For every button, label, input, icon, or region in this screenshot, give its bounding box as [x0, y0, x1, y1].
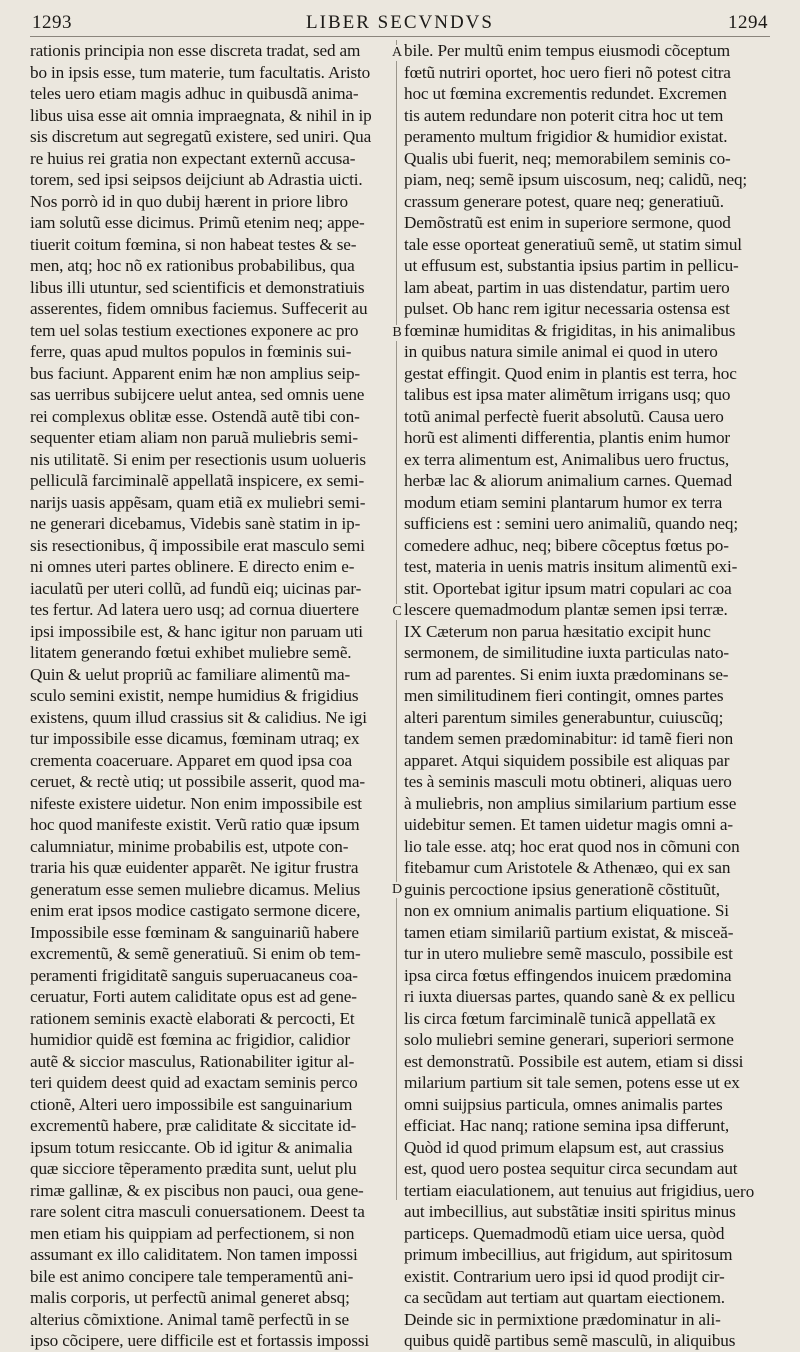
text-line: Deinde sic in permixtione prædominatur in ali-: [404, 1309, 721, 1329]
text-line: modum etiam semini plantarum humor ex terra: [404, 492, 723, 512]
text-line: ex terra alimentum est, Animalibus uero fructus,: [404, 449, 730, 469]
text-line: ipsa circa fœtus effingendos inuicem prædomina: [404, 965, 732, 985]
text-line: tertiam eiaculationem, aut tenuius aut frigidius,: [404, 1180, 722, 1200]
text-line: Nos porrò id in quo dubij hærent in priore libro: [30, 191, 348, 211]
text-line: primum imbecillius, aut frigidum, aut spiritosum: [404, 1245, 733, 1264]
text-line: efficiat. Hac nanq; ratione semina ipsa differunt,: [404, 1116, 729, 1135]
text-line: sufficiens est : semini uero animaliũ, quando neq;: [404, 514, 738, 533]
text-line: rare solent citra masculi conuersationem. Deest ta: [30, 1202, 365, 1221]
text-line: quibus quidẽ partibus semẽ masculũ, in aliquibus: [404, 1331, 736, 1350]
text-line: crementa coaceruare. Apparet em quod ipsa coa: [30, 750, 353, 770]
text-line: enim erat ipsos modice castigato sermone dicere,: [30, 901, 361, 920]
text-line: Quòd id quod primum elapsum est, aut crassius: [404, 1137, 724, 1157]
text-line: teles uero etiam magis adhuc in quibusdã anima-: [30, 84, 359, 103]
text-line: ctionẽ, Alteri uero impossibile est sanguinarium: [30, 1094, 353, 1114]
text-line: tur impossibile esse dicamus, fœminam utraq; ex: [30, 729, 360, 748]
text-line: tale esse oporteat generatiuũ semẽ, ut statim simul: [404, 234, 742, 254]
text-line: bile. Per multũ enim tempus eiusmodi cõceptum: [404, 41, 730, 60]
text-line: hoc quod manifeste existit. Verũ ratio quæ ipsum: [30, 815, 360, 834]
text-line: teri quidem deest quid ad exactam seminis perco: [30, 1073, 358, 1092]
text-line: omni suijpsius particula, omnes animalis partes: [404, 1094, 723, 1114]
text-line: Qualis ubi fuerit, neq; memorabilem seminis co-: [404, 148, 731, 168]
text-line: stit. Oportebat igitur ipsum matri copulari ac coa: [404, 578, 732, 598]
text-line: generatum esse semen muliebre dicamus. Melius: [30, 879, 361, 899]
section-marker-a: A: [391, 45, 403, 60]
text-line: Impossibile esse fœminam & sanguinariũ habere: [30, 922, 359, 942]
text-line: sas uerribus subijcere uelut antea, sed omnis uene: [30, 385, 365, 404]
column-divider: [396, 40, 398, 1200]
header-rule: [30, 36, 770, 37]
text-line: ipsum totum resiccante. Ob id igitur & animalia: [30, 1137, 353, 1157]
text-line: ut effusum est, substantia ipsius partim in pellicu-: [404, 256, 739, 275]
text-line: bus faciunt. Apparent enim hæ non amplius seip-: [30, 363, 360, 383]
text-line: rationis principia non esse discreta tradat, sed am: [30, 41, 361, 60]
text-line: bile est animo concipere tale temperamentũ ani-: [30, 1266, 354, 1286]
text-line: est, quod uero postea sequitur circa secundam aut: [404, 1159, 738, 1178]
text-line: à muliebris, non amplius similarium partium esse: [404, 793, 737, 813]
text-line: ne generari dicebamus, Videbis sanè statim in ip-: [30, 514, 361, 533]
text-line: particeps. Quemadmodũ etiam uice uersa, quòd: [404, 1223, 725, 1243]
text-line: totũ animal perfectè fuerit absolutũ. Causa uero: [404, 406, 724, 426]
text-line: men similitudinem fieri contingit, omnes partes: [404, 686, 724, 705]
running-title: LIBER SECVNDVS: [306, 12, 494, 33]
section-marker-b: B: [390, 325, 404, 341]
text-line: lam abeat, partim in uas distendatur, partim uero: [404, 277, 730, 297]
text-line: tiuerit coitum fœmina, si non habeat testes & se-: [30, 234, 357, 254]
text-line: lio tale esse. atq; hoc erat quod nos in cõmuni con: [404, 836, 740, 856]
text-line: in quibus natura simile animal ei quod in utero: [404, 342, 718, 361]
text-line: tur in utero muliebre semẽ masculo, possibile est: [404, 944, 733, 963]
text-line: re huius rei gratia non expectant externũ accusa-: [30, 148, 356, 168]
text-line: talibus est ipsa mater alimẽtum irrigans usq; quo: [404, 385, 731, 404]
text-line: excrementũ, & semẽ generatiuũ. Si enim ob tem-: [30, 944, 361, 963]
text-line: hoc ut fœmina excrementis redundet. Excremen: [404, 84, 727, 103]
text-line: sculo semini existit, nempe humidius & frigidius: [30, 686, 359, 705]
text-line: libus illi utuntur, sed scientificis et demonstratiuis: [30, 277, 365, 297]
text-line: fœtũ nutriri oportet, hoc uero fieri nõ potest citra: [404, 62, 731, 82]
page-number-right: 1294: [728, 12, 768, 33]
text-line: ipsi impossibile est, & hanc igitur non paruam uti: [30, 621, 363, 641]
text-line: peramenti frigiditatẽ sanguis superuacaneus coa-: [30, 965, 358, 985]
text-line: rimæ gallinæ, & ex piscibus non pauci, oua gene-: [30, 1180, 364, 1200]
text-line: sis discretum aut segregatũ existere, sed uniri. Qua: [30, 127, 372, 146]
text-line: apparet. Atqui siquidem possibile est aliquas par: [404, 750, 730, 770]
text-line: tem uel solas testium exectiones exponere ac pro: [30, 320, 359, 340]
text-line: traria his quæ euidenter apparẽt. Ne igitur frustra: [30, 858, 359, 877]
text-line: ca secũdam aut tertiam aut quartam eiectionem.: [404, 1288, 725, 1307]
text-line: alteri parentum similes generabuntur, cuiuscũq;: [404, 707, 724, 727]
text-line: uidebitur semen. Et tamen uidetur magis omni a-: [404, 815, 733, 834]
text-line: horũ est alimenti differentia, plantis enim humor: [404, 428, 730, 447]
text-line: excrementũ habere, præ caliditate & siccitate id-: [30, 1116, 357, 1135]
text-line: comedere adhuc, neq; bibere cõceptus fœtus po-: [404, 535, 729, 555]
text-line: torem, sed ipsi seipsos deijciunt ab Adrastia uicti.: [30, 170, 363, 189]
text-line: non ex omnium animalis partium eliquatione. Si: [404, 901, 729, 920]
text-line: sis resectionibus, q̃ impossibile erat masculo semi: [30, 535, 365, 555]
text-line: test, materia in uenis matris insitum alimentũ exi-: [404, 557, 738, 576]
text-line: tamen etiam similariũ partium existat, & misceă-: [404, 922, 734, 942]
text-line: Quin & uelut propriũ ac familiare alimentũ ma-: [30, 664, 351, 684]
text-line: piam, neq; semẽ ipsum uiscosum, neq; calidũ, neq;: [404, 170, 748, 189]
text-line: est demonstratũ. Possibile est autem, etiam si dissi: [404, 1051, 744, 1071]
text-line: fœminæ humiditas & frigiditas, in his animalibus: [404, 320, 736, 340]
text-line: rationem seminis exactè elaborati & percocti, Et: [30, 1008, 355, 1028]
text-line: guinis percoctione ipsius generationẽ cõstituũt,: [404, 879, 720, 899]
text-line: iam solutũ esse dicimus. Primũ etenim neq; appe-: [30, 213, 365, 232]
text-line: solo muliebri semine generari, superiori sermone: [404, 1030, 734, 1049]
text-line: herbæ lac & aliorum animalium carnes. Quemad: [404, 471, 732, 490]
text-line: ni omnes uteri partes oblinere. E directo enim e-: [30, 557, 355, 576]
running-header: [32, 12, 768, 38]
text-line: alterius cõmixtione. Animal tamẽ perfectũ in se: [30, 1309, 349, 1329]
text-line: existens, quum illud crassius sit & calidius. Ne igi: [30, 707, 367, 727]
text-line: ferre, quas apud multos populos in fœminis sui-: [30, 342, 352, 361]
text-line: calumniatur, minime probabilis est, utpote con-: [30, 836, 349, 856]
text-line: tes fertur. Ad latera uero usq; ad cornua diuertere: [30, 600, 359, 619]
text-line: libus uisa esse ait omnia impraegnata, & nihil in ip: [30, 105, 372, 125]
text-line: narijs uasis appẽsam, quam etiã ex muliebri semi-: [30, 492, 366, 512]
text-line: peramento multum frigidior & humidior existat.: [404, 127, 728, 146]
right-column: [404, 40, 768, 1352]
text-line: milarium partium sit tale semen, potens esse ut ex: [404, 1073, 740, 1092]
text-line: men etiam his quippiam ad perfectionem, si non: [30, 1223, 355, 1243]
text-line: nis utilitatẽ. Si enim per resectionis usum uolueris: [30, 449, 366, 469]
text-line: ri iuxta diuersas partes, quando sanè & ex pellicu: [404, 987, 735, 1006]
text-line: tes à seminis masculi motu obtineri, aliquas uero: [404, 772, 732, 791]
catchword: uero: [724, 1182, 755, 1201]
text-line: malis corporis, ut perfectũ animal generet absq;: [30, 1288, 350, 1307]
section-marker-c: C: [390, 604, 404, 620]
text-line: ipso cõcipere, uere difficile est et fortassis impossi: [30, 1331, 370, 1350]
text-line: crassum generare potest, quare neq; generatiuũ.: [404, 191, 724, 211]
text-line: humidior quidẽ est fœmina ac frigidior, calidior: [30, 1030, 351, 1049]
text-line: pelliculã farciminalẽ appellatã inspicere, ex semi-: [30, 471, 365, 490]
page-number-left: 1293: [32, 12, 72, 33]
text-line: asserentes, fidem omnibus faciemus. Suffecerit au: [30, 299, 368, 318]
text-line: Demõstratũ est enim in superiore sermone, quod: [404, 213, 731, 232]
text-line: sermonem, de similitudine iuxta particulas nato-: [404, 643, 730, 662]
text-line: autẽ & siccior masculus, Rationabiliter igitur al-: [30, 1051, 355, 1071]
text-line: aut imbecillius, aut substãtiæ insiti spiritus minus: [404, 1202, 736, 1221]
text-line: fitebamur cum Aristotele & Athenæo, qui ex san: [404, 858, 731, 877]
text-line: pulset. Ob hanc rem igitur necessaria ostensa est: [404, 299, 730, 318]
text-line: bo in ipsis esse, tum materie, tum facultatis. Aristo: [30, 62, 371, 82]
text-line: iaculatũ per uteri collũ, ad fundũ eiq; uicinas par-: [30, 578, 362, 598]
left-column: [30, 40, 394, 1352]
text-line: quæ sicciore tẽperamento prædita sunt, uelut plu: [30, 1159, 357, 1178]
text-line: rei complexus oblitæ esse. Ostendã autẽ tibi con-: [30, 406, 360, 426]
text-line: IX Cæterum non parua hæsitatio excipit hunc: [404, 621, 711, 641]
text-line: existit. Contrarium uero ipsi id quod prodijt cir-: [404, 1266, 725, 1286]
text-line: men, atq; hoc nõ ex rationibus probabilibus, qua: [30, 256, 355, 275]
text-line: lescere quemadmodum plantæ semen ipsi terræ.: [404, 600, 728, 619]
text-line: sequenter etiam aliam non paruã muliebris semi-: [30, 428, 358, 447]
text-line: litatem generando fœtui exhibet muliebre semẽ.: [30, 643, 352, 662]
section-marker-d: D: [391, 882, 403, 897]
text-line: nifeste existere uidetur. Non enim impossibile est: [30, 793, 362, 813]
text-line: tis autem redundare non poterit citra hoc ut tem: [404, 105, 724, 125]
text-line: ceruet, & rectè utiq; ut possibile asserit, quod ma-: [30, 772, 365, 791]
text-line: lis circa fœtum farciminalẽ tunicã appellatã ex: [404, 1008, 716, 1028]
text-line: ceruatur, Forti autem caliditate opus est ad gene-: [30, 987, 357, 1006]
text-line: tandem semen prædominabitur: id tamẽ fieri non: [404, 729, 734, 748]
text-line: rum ad parentes. Si enim iuxta prædominans se-: [404, 664, 729, 684]
text-line: assumant ex illo caliditatem. Non tamen impossi: [30, 1245, 358, 1264]
text-line: gestat effingit. Quod enim in plantis est terra, hoc: [404, 363, 737, 383]
